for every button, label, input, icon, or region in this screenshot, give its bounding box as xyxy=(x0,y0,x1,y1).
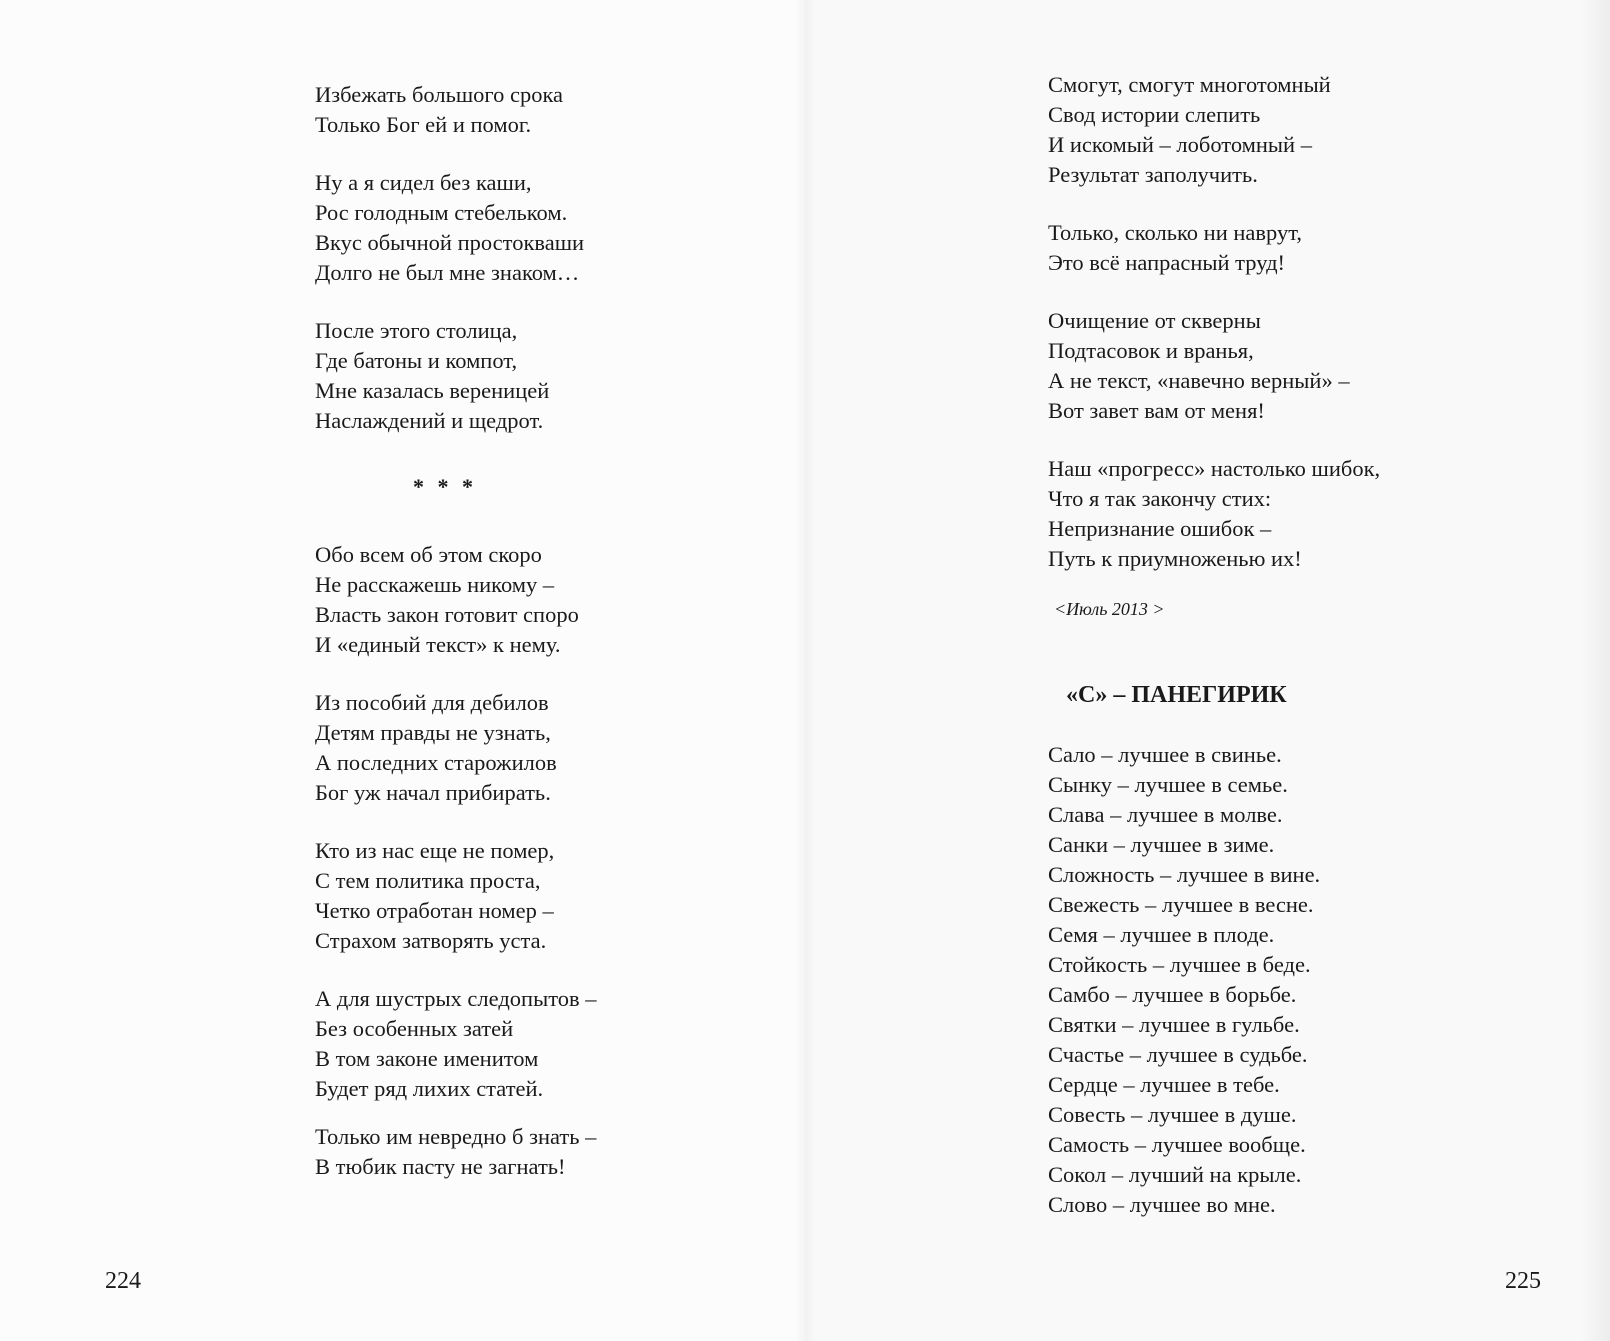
poem-line: После этого столица, xyxy=(315,318,518,343)
poem-line: Семя – лучшее в плоде. xyxy=(1048,922,1275,947)
poem-line: Свежесть – лучшее в весне. xyxy=(1048,892,1314,917)
poem-line: Мне казалась вереницей xyxy=(315,378,550,403)
poem-line: Святки – лучшее в гульбе. xyxy=(1048,1012,1300,1037)
poem-line: А последних старожилов xyxy=(315,750,557,775)
poem-line: Совесть – лучшее в душе. xyxy=(1048,1102,1297,1127)
poem-line: Санки – лучшее в зиме. xyxy=(1048,832,1275,857)
stanza xyxy=(1048,454,1380,574)
poem-line: Непризнание ошибок – xyxy=(1048,516,1272,541)
poem-line: Вкус обычной простокваши xyxy=(315,230,585,255)
poem-date: <Июль 2013 > xyxy=(1054,599,1165,619)
poem-line: Сало – лучшее в свинье. xyxy=(1048,742,1282,767)
stanza xyxy=(1048,306,1380,426)
poem-line: Бог уж начал прибирать. xyxy=(315,780,551,805)
poem-line: Где батоны и компот, xyxy=(315,348,518,373)
poem-line: Вот завет вам от меня! xyxy=(1048,398,1265,423)
poem-line: Смогут, смогут многотомный xyxy=(1048,72,1331,97)
poem-line: Обо всем об этом скоро xyxy=(315,542,542,567)
poem-line: Очищение от скверны xyxy=(1048,308,1261,333)
poem-line: Будет ряд лихих статей. xyxy=(315,1076,544,1101)
poem-line: А для шустрых следопытов – xyxy=(315,986,597,1011)
poem-line: Сокол – лучший на крыле. xyxy=(1048,1162,1302,1187)
page-number: 224 xyxy=(105,1268,141,1294)
poem-line: В том законе именитом xyxy=(315,1046,539,1071)
stanza xyxy=(315,80,596,140)
stanza xyxy=(1048,218,1380,278)
poem-line: Подтасовок и вранья, xyxy=(1048,338,1254,363)
poem-line: Только, сколько ни наврут, xyxy=(1048,220,1302,245)
poem-line: Страхом затворять уста. xyxy=(315,928,547,953)
poem-line: В тюбик пасту не загнать! xyxy=(315,1154,566,1179)
poem-line: Детям правды не узнать, xyxy=(315,720,551,745)
poem-line: Сынку – лучшее в семье. xyxy=(1048,772,1288,797)
poem-line: И искомый – лоботомный – xyxy=(1048,132,1312,157)
stanza xyxy=(315,1122,596,1182)
poem-line: Сложность – лучшее в вине. xyxy=(1048,862,1321,887)
poem-line: Что я так закончу стих: xyxy=(1048,486,1272,511)
stanza xyxy=(1048,70,1380,190)
poem-line: Результат заполучить. xyxy=(1048,162,1258,187)
poem-line: Ну а я сидел без каши, xyxy=(315,170,532,195)
stanza xyxy=(315,984,596,1104)
poem-line: Стойкость – лучшее в беде. xyxy=(1048,952,1311,977)
poem-line: Долго не был мне знаком… xyxy=(315,260,580,285)
poem-line: Самость – лучшее вообще. xyxy=(1048,1132,1306,1157)
poem-line: Не расскажешь никому – xyxy=(315,572,555,597)
poem-line: А не текст, «навечно верный» – xyxy=(1048,368,1350,393)
poem-title: «С» – ПАНЕГИРИК xyxy=(1066,682,1287,708)
poem-line: Наслаждений и щедрот. xyxy=(315,408,544,433)
stanza xyxy=(315,836,596,956)
poem-line: С тем политика проста, xyxy=(315,868,541,893)
poem-line: Это всё напрасный труд! xyxy=(1048,250,1286,275)
page-right xyxy=(805,0,1610,1341)
poem-line: Рос голодным стебельком. xyxy=(315,200,568,225)
page-edge-shadow xyxy=(1580,0,1610,1341)
book-gutter xyxy=(795,0,815,1341)
poem-line: Самбо – лучшее в борьбе. xyxy=(1048,982,1297,1007)
poem-line: Только Бог ей и помог. xyxy=(315,112,532,137)
panegyric-poem xyxy=(1048,740,1380,1220)
stanza xyxy=(315,688,596,808)
poem-line: Без особенных затей xyxy=(315,1016,514,1041)
poem-line: Избежать большого срока xyxy=(315,82,564,107)
poem-line: Четко отработан номер – xyxy=(315,898,554,923)
poem-line: Только им невредно б знать – xyxy=(315,1124,597,1149)
poem-line: И «единый текст» к нему. xyxy=(315,632,561,657)
poem-line: Из пособий для дебилов xyxy=(315,690,549,715)
poem-line: Счастье – лучшее в судьбе. xyxy=(1048,1042,1308,1067)
poem-line: Сердце – лучшее в тебе. xyxy=(1048,1072,1280,1097)
poem-line: Кто из нас еще не помер, xyxy=(315,838,555,863)
right-poem-text xyxy=(1048,70,1380,1220)
left-poem-text xyxy=(315,80,596,1182)
stanza xyxy=(315,168,596,288)
poem-line: Слава – лучшее в молве. xyxy=(1048,802,1283,827)
poem-line: Путь к приумноженью их! xyxy=(1048,546,1302,571)
poem-line: Наш «прогресс» настолько шибок, xyxy=(1048,456,1381,481)
poem-line: Власть закон готовит споро xyxy=(315,602,579,627)
stanza xyxy=(315,540,596,660)
section-separator: * * * xyxy=(413,474,477,499)
page-number: 225 xyxy=(1505,1268,1541,1294)
stanza xyxy=(315,316,596,436)
poem-line: Слово – лучшее во мне. xyxy=(1048,1192,1276,1217)
poem-line: Свод истории слепить xyxy=(1048,102,1261,127)
